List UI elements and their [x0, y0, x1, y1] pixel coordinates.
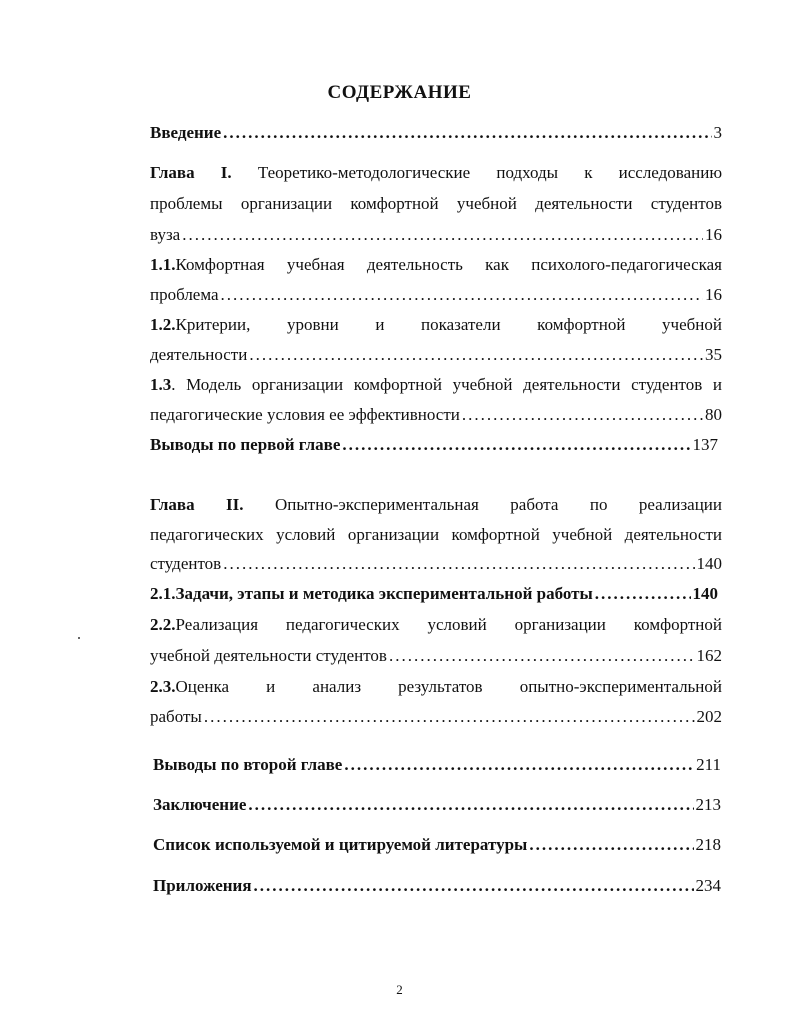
leader-dots — [182, 224, 703, 246]
leader-dots — [204, 706, 695, 728]
toc-label: Приложения — [153, 876, 252, 895]
toc-page: 16 — [705, 285, 722, 304]
chapter1-heading-line1[interactable] — [150, 162, 722, 184]
toc-label: учебной деятельности студентов — [150, 646, 387, 665]
toc-label: деятельности — [150, 345, 248, 364]
section-title: Задачи, этапы и методика экспериментальной работы — [175, 584, 593, 603]
chapter1-heading-line3[interactable] — [150, 224, 722, 246]
leader-dots — [389, 645, 695, 667]
toc-page: 140 — [692, 584, 718, 603]
toc-page: 234 — [695, 876, 721, 895]
toc-page: 213 — [695, 795, 721, 814]
toc-label: студентов — [150, 554, 222, 573]
chapter-title-part: Опытно-экспериментальная работа по реализации — [275, 495, 722, 514]
leader-dots — [529, 834, 693, 856]
section-title: Оценка и анализ результатов опытно-экспериментальной — [175, 677, 722, 696]
section-number: 1.2. — [150, 315, 176, 334]
leader-dots — [223, 122, 711, 144]
toc-section-2-3[interactable] — [150, 676, 722, 698]
page-title: СОДЕРЖАНИЕ — [327, 82, 472, 103]
leader-dots — [344, 754, 694, 776]
toc-section-1-3-cont[interactable] — [150, 404, 722, 426]
toc-section-2-2[interactable] — [150, 614, 722, 636]
toc-section-1-1-cont[interactable] — [150, 284, 722, 306]
toc-label: проблема — [150, 285, 219, 304]
toc-label: работы — [150, 707, 202, 726]
toc-section-1-3[interactable] — [150, 374, 722, 396]
toc-entry-conclusion[interactable] — [153, 794, 721, 816]
leader-dots — [595, 583, 691, 605]
toc-entry-chapter2-conclusions[interactable] — [153, 754, 721, 776]
toc-page: 140 — [696, 554, 722, 573]
toc-label: педагогические условия ее эффективности — [150, 405, 460, 424]
chapter-label: Глава II. — [150, 495, 244, 514]
chapter2-heading-line1[interactable] — [150, 494, 722, 516]
toc-label: Введение — [150, 123, 222, 142]
toc-page: 202 — [696, 707, 722, 726]
toc-entry-chapter1-conclusions[interactable] — [150, 434, 718, 456]
toc-entry-intro[interactable] — [150, 122, 722, 144]
scan-speck — [78, 637, 80, 639]
chapter1-heading-line2: проблемы организации комфортной учебной деятельности студентов — [150, 194, 722, 213]
toc-page: 3 — [713, 123, 722, 142]
toc-label: Выводы по второй главе — [153, 755, 343, 774]
section-number: 1.3 — [150, 375, 172, 394]
toc-entry-appendices[interactable] — [153, 875, 721, 897]
leader-dots — [462, 404, 703, 426]
toc-section-1-2[interactable] — [150, 314, 722, 336]
toc-page: 35 — [705, 345, 722, 364]
toc-label: вуза — [150, 225, 181, 244]
toc-section-1-1[interactable] — [150, 254, 722, 276]
chapter-title-part: Теоретико-методологические подходы к исследованию — [257, 163, 723, 182]
page-number: 2 — [396, 982, 403, 997]
toc-page: 80 — [705, 405, 722, 424]
leader-dots — [221, 284, 703, 306]
leader-dots — [223, 553, 694, 575]
leader-dots — [248, 794, 693, 816]
section-number: 2.3. — [150, 677, 176, 696]
section-title: Реализация педагогических условий организации комфортной — [175, 615, 722, 634]
leader-dots — [342, 434, 690, 456]
section-number: 1.1. — [150, 255, 176, 274]
toc-label: Заключение — [153, 795, 247, 814]
toc-section-2-3-cont[interactable] — [150, 706, 722, 728]
toc-page: 137 — [692, 435, 718, 454]
toc-page: 16 — [705, 225, 722, 244]
toc-page: 162 — [696, 646, 722, 665]
section-number: 2.1. — [150, 584, 176, 603]
toc-entry-references[interactable] — [153, 834, 721, 856]
leader-dots — [249, 344, 703, 366]
toc-section-2-2-cont[interactable] — [150, 645, 722, 667]
toc-label: Список используемой и цитируемой литературы — [153, 835, 528, 854]
section-title: Комфортная учебная деятельность как психолого-педагогическая — [175, 255, 722, 274]
section-title: . Модель организации комфортной учебной деятельности студентов и — [171, 375, 722, 394]
toc-section-2-1[interactable] — [150, 583, 718, 605]
toc-page: 218 — [695, 835, 721, 854]
toc-section-1-2-cont[interactable] — [150, 344, 722, 366]
leader-dots — [254, 875, 694, 897]
toc-page: 211 — [696, 755, 721, 774]
toc-label: Выводы по первой главе — [150, 435, 341, 454]
chapter2-heading-line3[interactable] — [150, 553, 722, 575]
chapter2-heading-line2: педагогических условий организации комфортной учебной деятельности — [150, 525, 722, 544]
section-title: Критерии, уровни и показатели комфортной учебной — [175, 315, 722, 334]
chapter-label: Глава I. — [150, 163, 232, 182]
section-number: 2.2. — [150, 615, 176, 634]
